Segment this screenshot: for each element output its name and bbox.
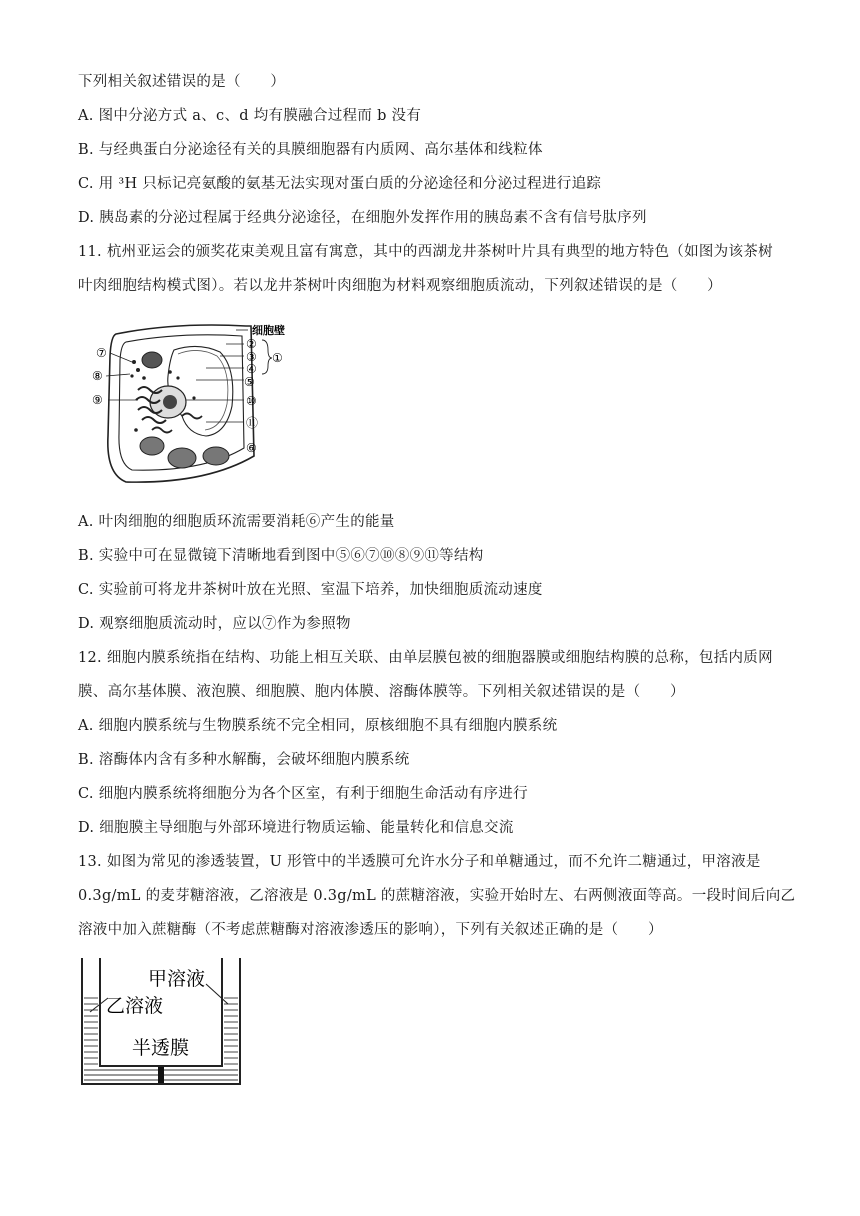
q13-stem-line3: 溶液中加入蔗糖酶（不考虑蔗糖酶对溶液渗透压的影响），下列有关叙述正确的是（ ） <box>78 922 663 938</box>
q12-stem-line1: 12. 细胞内膜系统指在结构、功能上相互关联、由单层膜包被的细胞器膜或细胞结构膜的总称，包括内质网 <box>78 650 773 666</box>
marker-5: ⑤ <box>244 375 255 389</box>
marker-10: ⑩ <box>246 394 257 408</box>
cell-wall-label: 细胞壁 <box>252 324 285 337</box>
marker-8: ⑧ <box>92 369 103 383</box>
q12-option-b: B. 溶酶体内含有多种水解酶，会破坏细胞内膜系统 <box>78 752 410 768</box>
q12-option-d: D. 细胞膜主导细胞与外部环境进行物质运输、能量转化和信息交流 <box>78 820 514 836</box>
q11-stem-line1: 11. 杭州亚运会的颁奖花束美观且富有寓意，其中的西湖龙井茶树叶片具有典型的地方特色（如图为该茶树 <box>78 244 773 260</box>
q11-option-a: A. 叶肉细胞的细胞质环流需要消耗⑥产生的能量 <box>78 514 395 530</box>
q11-option-b: B. 实验中可在显微镜下清晰地看到图中⑤⑥⑦⑩⑧⑨⑪等结构 <box>78 548 484 564</box>
label-yi-solution: 乙溶液 <box>106 995 164 1017</box>
marker-3: ③ <box>246 350 257 364</box>
q12-stem-line2: 膜、高尔基体膜、液泡膜、细胞膜、胞内体膜、溶酶体膜等。下列相关叙述错误的是（ ） <box>78 684 685 700</box>
q12-option-a: A. 细胞内膜系统与生物膜系统不完全相同，原核细胞不具有细胞内膜系统 <box>78 718 558 734</box>
marker-1: ① <box>272 351 283 365</box>
q10-option-c: C. 用 ³H 只标记亮氨酸的氨基无法实现对蛋白质的分泌途径和分泌过程进行追踪 <box>78 176 602 192</box>
q10-option-b: B. 与经典蛋白分泌途径有关的具膜细胞器有内质网、高尔基体和线粒体 <box>78 142 543 158</box>
q12-option-c: C. 细胞内膜系统将细胞分为各个区室，有利于细胞生命活动有序进行 <box>78 786 528 802</box>
marker-4: ④ <box>246 362 257 376</box>
q10-option-a: A. 图中分泌方式 a、c、d 均有膜融合过程而 b 没有 <box>78 108 422 124</box>
marker-2: ② <box>246 337 257 351</box>
q11-option-c: C. 实验前可将龙井茶树叶放在光照、室温下培养，加快细胞质流动速度 <box>78 582 543 598</box>
q11-stem-line2: 叶肉细胞结构模式图）。若以龙井茶树叶肉细胞为材料观察细胞质流动，下列叙述错误的是（ ） <box>78 278 722 294</box>
label-jia-solution: 甲溶液 <box>148 968 206 990</box>
q10-stem-tail: 下列相关叙述错误的是（ ） <box>78 74 286 90</box>
label-semipermeable-membrane: 半透膜 <box>132 1037 190 1059</box>
leaf-cell-diagram <box>86 316 296 496</box>
q13-stem-line1: 13. 如图为常见的渗透装置，U 形管中的半透膜可允许水分子和单糖通过，而不允许二糖通过，甲溶液是 <box>78 854 761 870</box>
marker-6: ⑥ <box>246 441 257 455</box>
osmosis-apparatus-diagram <box>78 954 246 1090</box>
q13-stem-line2: 0.3g/mL 的麦芽糖溶液，乙溶液是 0.3g/mL 的蔗糖溶液，实验开始时左、右两侧液面等高。一段时间后向乙 <box>78 888 796 904</box>
marker-9: ⑨ <box>92 393 103 407</box>
marker-7: ⑦ <box>96 346 107 360</box>
q10-option-d: D. 胰岛素的分泌过程属于经典分泌途径，在细胞外发挥作用的胰岛素不含有信号肽序列 <box>78 210 647 226</box>
q11-option-d: D. 观察细胞质流动时，应以⑦作为参照物 <box>78 616 351 632</box>
marker-11: ⑪ <box>246 416 259 430</box>
